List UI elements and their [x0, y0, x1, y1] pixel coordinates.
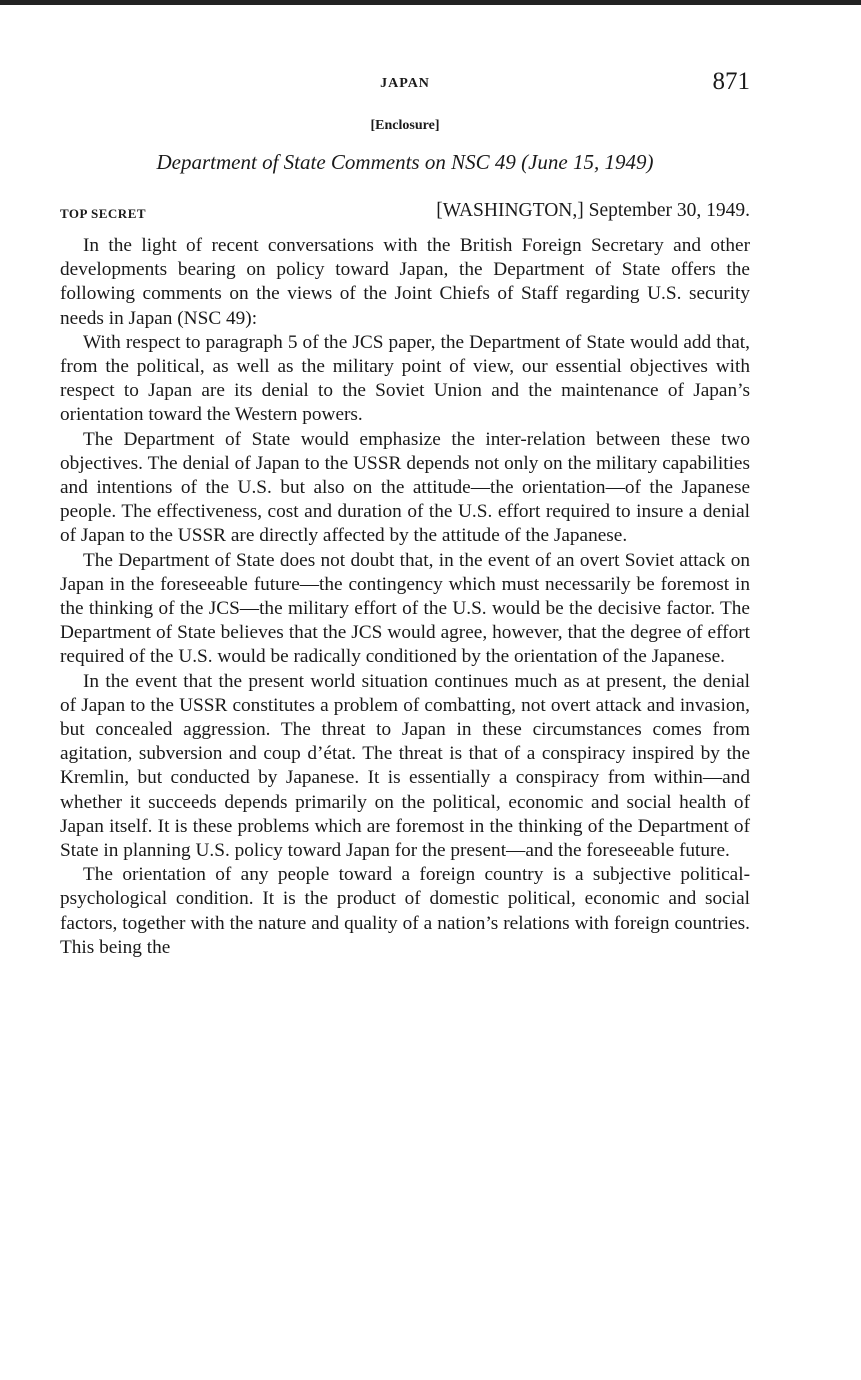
paragraph: In the light of recent conversations with the British Foreign Secretary and other developments bearing on policy toward Japan, the Department of State offers the following comments on the views of the Joint Chiefs of Staff regarding U.S. security needs in Japan (NSC 49):	[60, 235, 750, 329]
document-title: Department of State Comments on NSC 49 (June 15, 1949)	[156, 150, 654, 174]
body-text	[60, 234, 750, 960]
enclosure-label: [Enclosure]	[370, 118, 440, 133]
classification-line	[60, 200, 750, 228]
page-number: 871	[712, 68, 750, 95]
paragraph: The Department of State does not doubt that, in the event of an overt Soviet attack on Japan in the foreseeable future—the contingency which must necessarily be foremost in the thinking of the JCS—the military effort of the U.S. would be the decisive factor. The Department of State believes that the JCS would agree, however, that the degree of effort required of the U.S. would be radically conditioned by the orientation of the Japanese.	[60, 549, 750, 668]
running-head	[60, 68, 750, 102]
paragraph: In the event that the present world situation continues much as at present, the denial of Japan to the USSR constitutes a problem of combatting, not overt attack and invasion, but concealed aggression. The threat to Japan in these circumstances comes from agitation, subversion and coup d’état. The threat is that of a conspiracy inspired by the Kremlin, but conducted by Japanese. It is essentially a conspiracy from within—and whether it succeeds depends primarily on the political, economic and social health of Japan itself. It is these problems which are foremost in the thinking of the Department of State in planning U.S. policy toward Japan for the present—and the foreseeable future.	[60, 670, 750, 862]
dateline: [WASHINGTON,] September 30, 1949.	[436, 200, 750, 221]
running-title: JAPAN	[380, 76, 430, 91]
scan-top-edge	[0, 0, 861, 5]
paragraph: With respect to paragraph 5 of the JCS paper, the Department of State would add that, from the political, as well as the military point of view, our essential objectives with respect to Japan are its denial to the Soviet Union and the maintenance of Japan’s orientation toward the Western powers.	[60, 331, 750, 426]
classification-marking: TOP SECRET	[60, 206, 147, 221]
paragraph: The orientation of any people toward a foreign country is a subjective political-psychological condition. It is the product of domestic political, economic and social factors, together with the nature and quality of a nation’s relations with foreign countries. This being the	[60, 864, 750, 958]
paragraph: The Department of State would emphasize the inter-relation between these two objectives. The denial of Japan to the USSR depends not only on the military capabilities and intentions of the U.S. but also on the attitude—the orientation—of the Japanese people. The effectiveness, cost and duration of the U.S. effort required to insure a denial of Japan to the USSR are directly affected by the attitude of the Japanese.	[60, 428, 750, 547]
